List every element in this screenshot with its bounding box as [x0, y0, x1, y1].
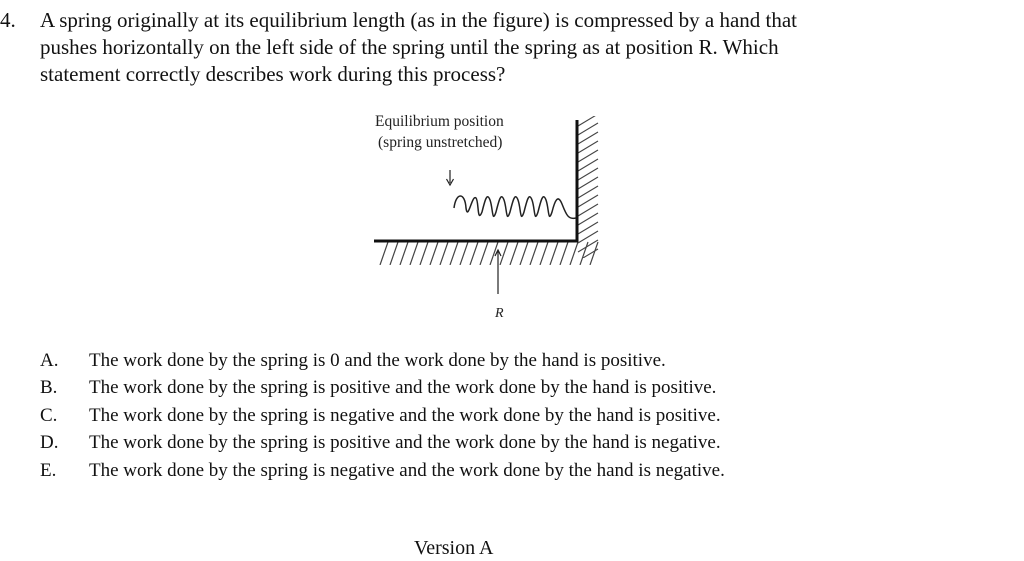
choice-b[interactable]: [40, 375, 920, 403]
version-label: Version A: [414, 537, 494, 559]
floor-hatching: [380, 242, 598, 265]
choice-letter: E.: [40, 459, 57, 481]
spring-figure: [366, 108, 611, 330]
choice-text: The work done by the spring is negative and the work done by the hand is negative.: [89, 459, 725, 481]
question-number: 4.: [0, 8, 16, 32]
choice-a[interactable]: [40, 347, 920, 375]
question-stem-line-2: pushes horizontally on the left side of the spring until the spring as at position R. Which: [40, 35, 779, 59]
question-stem: [40, 7, 940, 88]
wall-hatching: [578, 114, 598, 261]
question-stem-line-3: statement correctly describes work during this process?: [40, 62, 506, 86]
choice-letter: C.: [40, 404, 58, 426]
choice-letter: B.: [40, 377, 58, 399]
spring-coil: [454, 196, 576, 218]
choice-d[interactable]: [40, 430, 920, 458]
answer-choices: [40, 347, 920, 485]
choice-e[interactable]: [40, 457, 920, 485]
unstretched-label: (spring unstretched): [378, 134, 503, 151]
choice-letter: D.: [40, 432, 59, 454]
position-r-label: R: [495, 306, 504, 321]
choice-text: The work done by the spring is 0 and the work done by the hand is positive.: [89, 349, 666, 371]
choice-c[interactable]: [40, 402, 920, 430]
choice-letter: A.: [40, 349, 59, 371]
equilibrium-label: Equilibrium position: [375, 113, 504, 130]
choice-text: The work done by the spring is positive and the work done by the hand is negative.: [89, 432, 721, 454]
choice-text: The work done by the spring is negative and the work done by the hand is positive.: [89, 404, 721, 426]
choice-text: The work done by the spring is positive and the work done by the hand is positive.: [89, 377, 717, 399]
question-stem-line-1: A spring originally at its equilibrium length (as in the figure) is compressed by a hand that: [40, 8, 798, 32]
